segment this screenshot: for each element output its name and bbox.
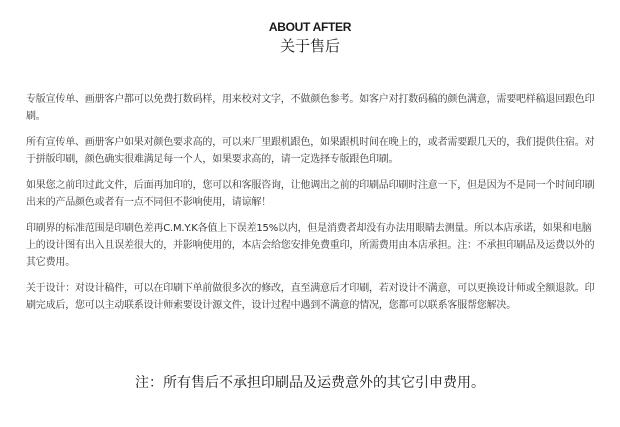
paragraph-proof-sample: 专版宣传单、画册客户都可以免费打数码样，用来校对文字，不做颜色参考。如客户对打数码稿的颜色满意，需要吧样稿退回跟色印刷。 [26,94,595,122]
title-chinese: 关于售后 [279,37,340,55]
paragraph-color-tolerance: 印刷界的标准范围是印刷色差再C.M.Y.K各值上下误差15%以内，但是消费者却没有办法用眼睛去测量。所以本店承诺，如果和电脑上的设计图有出入且误差很大的，并影响使用的，本店会给您安排免费重印，所需费用由本店承担。注：不承担印刷品及运费以外的其它费用。 [26,223,595,268]
page-header [0,20,620,56]
after-sales-content [26,91,601,323]
paragraph-design-service: 关于设计：对设计稿件，可以在印刷下单前做很多次的修改，直至满意后才印刷，若对设计不满意，可以更换设计师或全额退款。印刷完成后，您可以主动联系设计师索要设计源文件，设计过程中遇到不满意的情况，您都可以联系客服帮您解决。 [26,283,595,311]
footer-note: 注：所有售后不承担印刷品及运费意外的其它引申费用。 [135,375,485,391]
paragraph-reprint: 如果您之前印过此文件，后面再加印的，您可以和客服咨询，让他调出之前的印刷品印刷时注意一下，但是因为不是同一个时间印刷出来的产品颜色或者有一点不同但不影响使用，请谅解！ [26,180,595,208]
paragraph-color-matching: 所有宣传单、画册客户如果对颜色要求高的，可以来厂里跟机跟色，如果跟机时间在晚上的，或者需要跟几天的，我们提供住宿。对于拼版印刷，颜色确实很难满足每一个人，如果要求高的，请一定选择专版跟色印刷。 [26,137,595,165]
title-english: ABOUT AFTER [268,20,352,34]
